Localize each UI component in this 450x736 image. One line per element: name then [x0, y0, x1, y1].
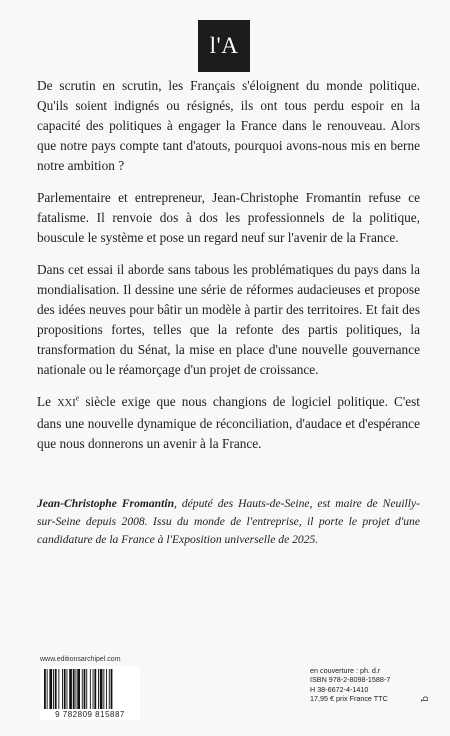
paragraph-4-post: siècle exige que nous changions de logiciel politique. C'est dans une nouvelle dynamique de réconciliation, d'audace et d'espérance que nous donnerons un avenir à la France. [37, 394, 420, 451]
barcode-bar [76, 669, 77, 709]
isbn-barcode [40, 666, 140, 720]
reference-code: H 38-6672-4-1410 [310, 684, 369, 694]
barcode-bar [86, 669, 87, 709]
author-bio-text: , député des Hauts-de-Seine, est maire de Neuilly-sur-Seine depuis 2008. Issu du monde de l'entreprise, il porte le projet d'une candidature de la France à l'Exposition universelle de 2025. [37, 497, 420, 546]
author-bio [37, 495, 420, 549]
barcode-bar [84, 669, 86, 709]
barcode-bar [111, 669, 113, 709]
barcode-bar [93, 669, 94, 709]
barcode-bar [82, 669, 83, 709]
barcode-bar [67, 669, 68, 709]
barcode-number: 9 782809 815887 [55, 710, 125, 719]
century-numeral: XXI [57, 398, 76, 409]
barcode-bar [49, 669, 52, 709]
barcode-bar [69, 669, 72, 709]
barcode-bar [44, 669, 46, 709]
paragraph-4-pre: Le [37, 394, 58, 409]
barcode-bar [109, 669, 110, 709]
cover-photo-credit: en couverture : ph. d.r [310, 666, 381, 675]
barcode-bar [106, 669, 107, 709]
barcode-bar [55, 669, 57, 709]
barcode-bar [73, 669, 75, 709]
barcode-bar [64, 669, 66, 709]
barcode-bar [47, 669, 48, 709]
barcode-bar [98, 669, 99, 709]
side-mark: ꝗ [421, 696, 431, 702]
barcode-bar [94, 669, 96, 709]
credits-block [310, 666, 390, 703]
barcode-bar [103, 669, 104, 709]
publisher-website: www.editionsarchipel.com [40, 656, 121, 663]
barcode-bar [58, 669, 59, 709]
paragraph-2: Parlementaire et entrepreneur, Jean-Christophe Fromantin refuse ce fatalisme. Il renvoie dos à dos les professionnels de la politique, bouscule le système et pose un regard neuf sur l'avenir de la France. [37, 190, 420, 245]
paragraph-4 [37, 392, 420, 454]
barcode-bar [90, 669, 91, 709]
barcode-bar [62, 669, 63, 709]
century-superscript: e [75, 393, 80, 403]
back-cover-text [37, 76, 420, 466]
paragraph-3: Dans cet essai il aborde sans tabous les problématiques du pays dans la mondialisation. Il dessine une série de réformes audacieuses et propose des idées neuves pour bâtir un modèle à partir des territoires. Et fait des propositions fortes, telles que la refonte des partis politiques, la transformation du Sénat, la mise en place d'une nouvelle gouvernance nationale ou le réamorçage d'un projet de croissance. [37, 262, 420, 377]
isbn-line: ISBN 978-2-8098-1588-7 [310, 675, 391, 685]
barcode-bar [100, 669, 103, 709]
author-name: Jean-Christophe Fromantin [37, 497, 175, 510]
barcode-bar [77, 669, 80, 709]
barcode-bar [53, 669, 54, 709]
price-line: 17,95 € prix France TTC [310, 693, 388, 703]
paragraph-1: De scrutin en scrutin, les Français s'éloignent du monde politique. Qu'ils soient indignés ou résignés, ils ont tous perdu espoir en la capacité des politiques à engager la France dans le renouveau. Alors que notre pays compte tant d'atouts, pourquoi avons-nous mis en berne notre ambition ? [37, 78, 420, 173]
publisher-logo: l'A [198, 20, 250, 72]
barcode-bars [44, 669, 136, 709]
